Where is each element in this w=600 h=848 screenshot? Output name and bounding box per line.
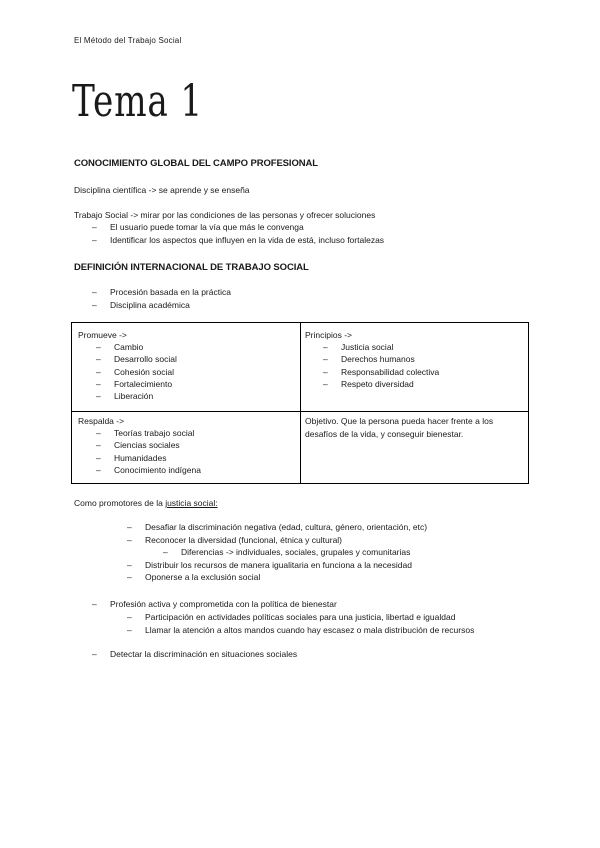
list-item: – Diferencias -> individuales, sociales, grupales y comunitarias <box>163 547 411 557</box>
cell-title-promueve: Promueve -> <box>78 330 127 340</box>
list-item: – Oponerse a la exclusión social <box>127 572 261 582</box>
list-item: – Cohesión social <box>96 367 175 377</box>
list-item: – Justicia social <box>323 342 394 352</box>
section-heading-conocimiento: CONOCIMIENTO GLOBAL DEL CAMPO PROFESIONAL <box>74 158 318 169</box>
section-heading-definicion: DEFINICIÓN INTERNACIONAL DE TRABAJO SOCIAL <box>74 262 309 273</box>
definition-table <box>71 322 529 484</box>
list-item: – Respeto diversidad <box>323 379 414 389</box>
list-item: – El usuario puede tomar la vía que más le convenga <box>92 222 304 232</box>
list-item: – Desafiar la discriminación negativa (edad, cultura, género, orientación, etc) <box>127 522 428 532</box>
table-divider <box>72 411 528 412</box>
list-item: – Desarrollo social <box>96 354 177 364</box>
list-item: – Procesión basada en la práctica <box>92 287 231 297</box>
paragraph: Como promotores de la justicia social: <box>74 498 218 508</box>
page-title: Tema 1 <box>72 76 203 127</box>
list-item: – Profesión activa y comprometida con la política de bienestar <box>92 599 337 609</box>
cell-text-objetivo: desafíos de la vida, y conseguir bienestar. <box>305 429 464 439</box>
list-item: – Disciplina académica <box>92 300 190 310</box>
list-item: – Cambio <box>96 342 144 352</box>
paragraph: Trabajo Social -> mirar por las condiciones de las personas y ofrecer soluciones <box>74 210 376 220</box>
paragraph: Disciplina científica -> se aprende y se enseña <box>74 185 250 195</box>
cell-title-respalda: Respalda -> <box>78 416 125 426</box>
list-item: – Humanidades <box>96 453 167 463</box>
cell-text-objetivo: Objetivo. Que la persona pueda hacer frente a los <box>305 416 494 426</box>
document-header: El Método del Trabajo Social <box>74 36 182 45</box>
list-item: – Distribuir los recursos de manera igualitaria en funciona a la necesidad <box>127 560 412 570</box>
list-item: – Responsabilidad colectiva <box>323 367 440 377</box>
list-item: – Teorías trabajo social <box>96 428 195 438</box>
list-item: – Participación en actividades políticas sociales para una justicia, libertad e igualdad <box>127 612 456 622</box>
list-item: – Ciencias sociales <box>96 440 180 450</box>
list-item: – Liberación <box>96 391 154 401</box>
cell-title-principios: Principios -> <box>305 330 353 340</box>
list-item: – Identificar los aspectos que influyen en la vida de está, incluso fortalezas <box>92 235 385 245</box>
list-item: – Llamar la atención a altos mandos cuando hay escasez o mala distribución de recursos <box>127 625 475 635</box>
list-item: – Fortalecimiento <box>96 379 173 389</box>
list-item: – Detectar la discriminación en situaciones sociales <box>92 649 298 659</box>
list-item: – Conocimiento indígena <box>96 465 201 475</box>
table-divider <box>300 323 301 483</box>
underlined-term: justicia social: <box>165 498 218 508</box>
list-item: – Reconocer la diversidad (funcional, étnica y cultural) <box>127 535 343 545</box>
list-item: – Derechos humanos <box>323 354 415 364</box>
